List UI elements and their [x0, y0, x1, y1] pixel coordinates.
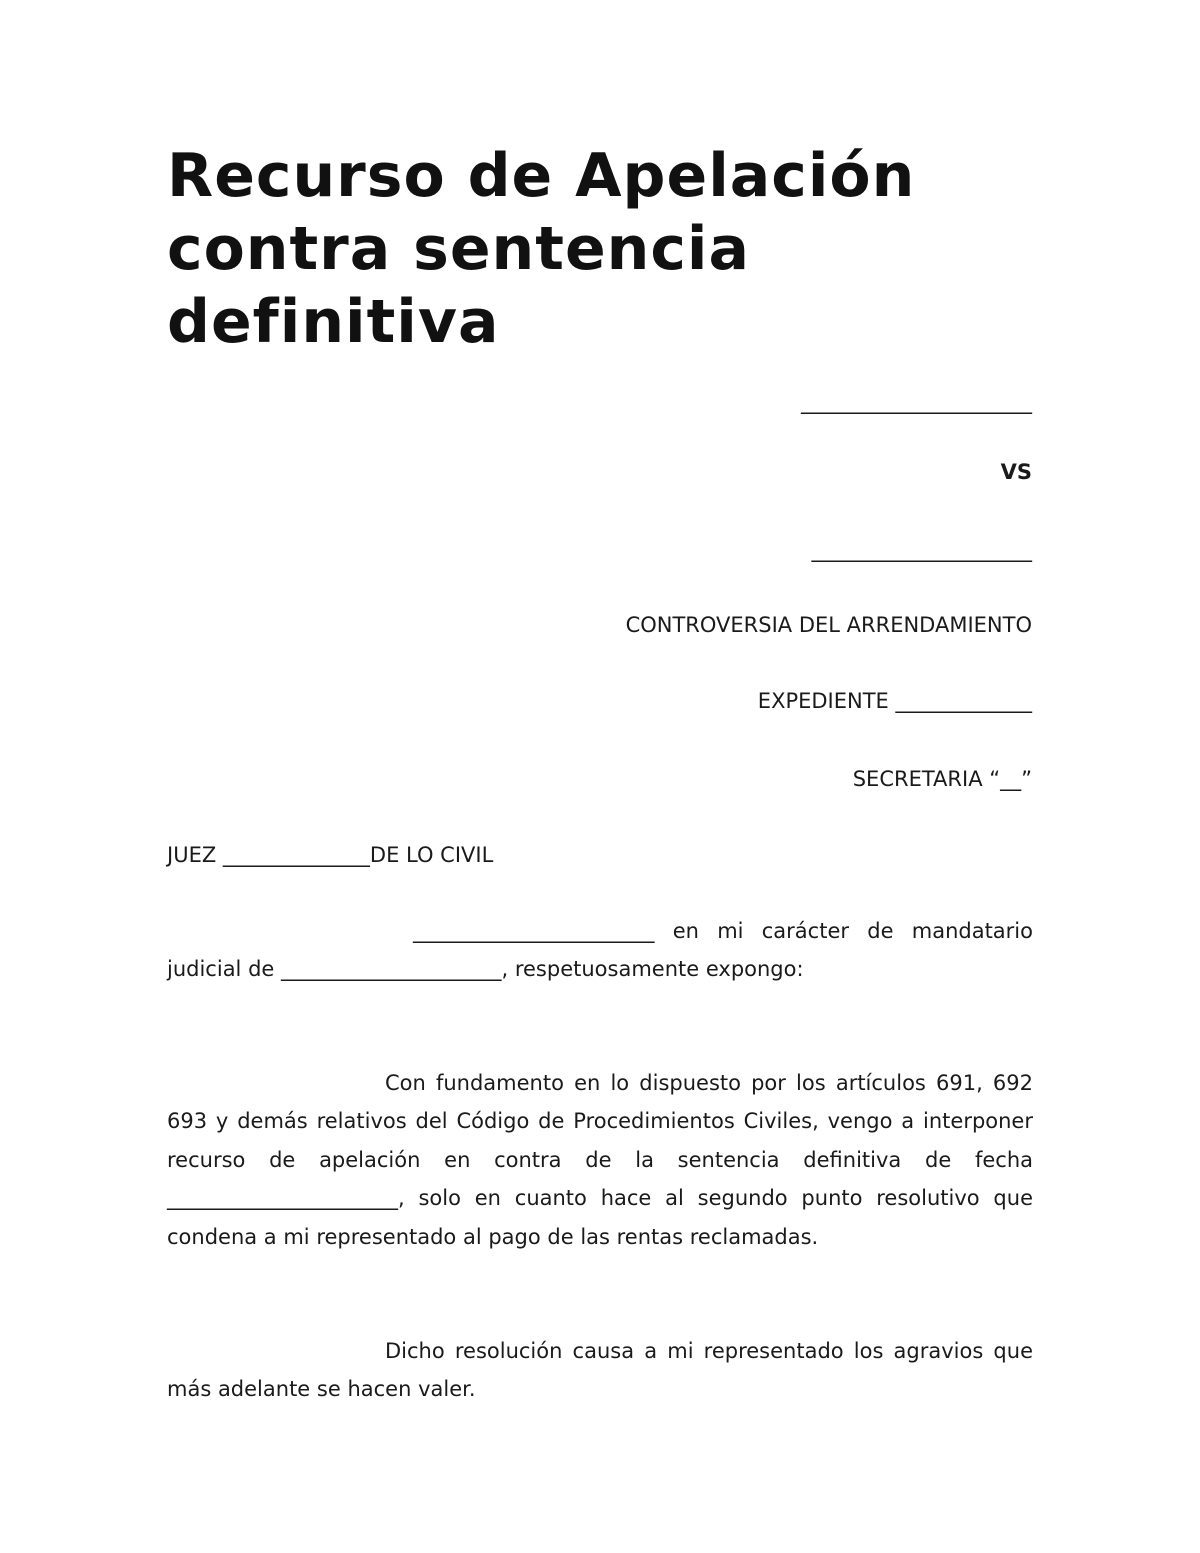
paragraph-grounds: Con fundamento en lo dispuesto por los artículos 691, 692 693 y demás relativos del Código de Procedimientos Civiles, vengo a interponer recurso de apelación en contra de la sentencia definitiva de fecha ______________________, solo en cuanto hace al segundo punto resolutivo que condena a mi representado al pago de las rentas reclamadas. [167, 1071, 1033, 1249]
expediente-label: EXPEDIENTE _____________ [757, 689, 1032, 713]
paragraph-intro: _______________________ en mi carácter de mandatario judicial de _____________________, respetuosamente expongo: [167, 919, 1033, 982]
defendant-blank-line: _____________________ [811, 538, 1032, 562]
judge-line: JUEZ ______________DE LO CIVIL [167, 843, 494, 867]
versus-label: VS [1000, 460, 1032, 484]
case-type-label: CONTROVERSIA DEL ARRENDAMIENTO [625, 613, 1032, 637]
document-title [167, 140, 1067, 359]
title-line-3: definitiva [167, 287, 500, 357]
title-line-1: Recurso de Apelación [167, 141, 916, 211]
title-line-2: contra sentencia [167, 214, 750, 284]
secretaria-label: SECRETARIA “__” [852, 767, 1032, 791]
plaintiff-blank-line: ______________________ [801, 390, 1032, 414]
paragraph-grievances: Dicho resolución causa a mi representado los agravios que más adelante se hacen valer. [167, 1339, 1033, 1402]
